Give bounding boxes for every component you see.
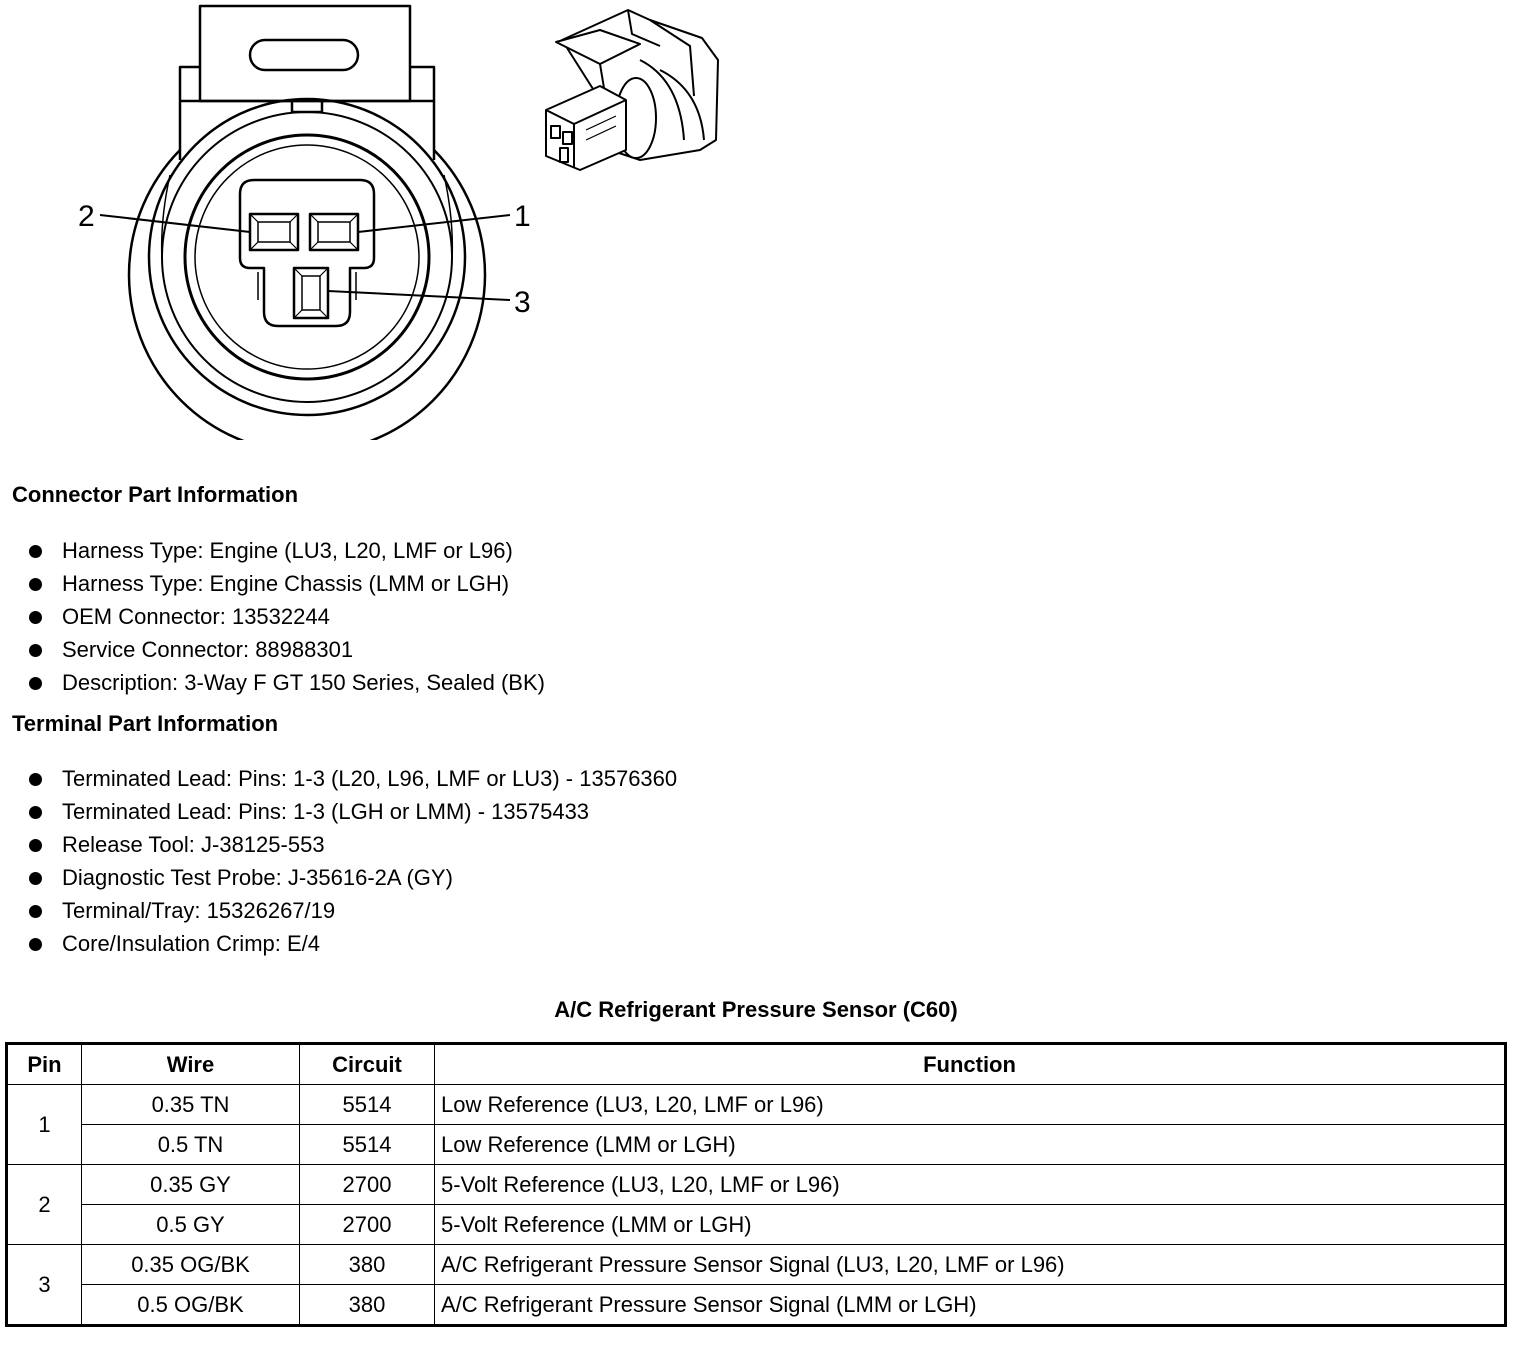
function-cell: 5-Volt Reference (LMM or LGH) — [435, 1205, 1506, 1245]
pin-label-2: 2 — [78, 200, 95, 233]
pin-label-3: 3 — [514, 286, 531, 319]
terminal-info-item: Core/Insulation Crimp: E/4 — [26, 927, 677, 960]
header-pin: Pin — [7, 1044, 82, 1085]
circuit-cell: 5514 — [300, 1085, 435, 1125]
function-cell: A/C Refrigerant Pressure Sensor Signal (LMM or LGH) — [435, 1285, 1506, 1326]
circuit-cell: 380 — [300, 1285, 435, 1326]
function-cell: Low Reference (LMM or LGH) — [435, 1125, 1506, 1165]
pin-cell: 3 — [7, 1245, 82, 1326]
table-row — [7, 1125, 1506, 1165]
table-row — [7, 1245, 1506, 1285]
table-row — [7, 1285, 1506, 1326]
connector-info-item: Harness Type: Engine Chassis (LMM or LGH) — [26, 567, 545, 600]
wire-cell: 0.5 OG/BK — [82, 1285, 300, 1326]
connector-info-list — [26, 534, 545, 699]
pin-cell: 2 — [7, 1165, 82, 1245]
circuit-cell: 5514 — [300, 1125, 435, 1165]
table-title: A/C Refrigerant Pressure Sensor (C60) — [554, 997, 958, 1022]
lock-tab — [180, 6, 434, 160]
connector-info-item: OEM Connector: 13532244 — [26, 600, 545, 633]
terminal-info-item: Terminated Lead: Pins: 1-3 (L20, L96, LMF or LU3) - 13576360 — [26, 762, 677, 795]
connector-iso-view — [546, 10, 718, 170]
terminal-info-item: Terminal/Tray: 15326267/19 — [26, 894, 677, 927]
pin-label-1: 1 — [514, 200, 531, 233]
header-wire: Wire — [82, 1044, 300, 1085]
connector-section-title: Connector Part Information — [12, 482, 299, 507]
wire-cell: 0.35 GY — [82, 1165, 300, 1205]
header-circuit: Circuit — [300, 1044, 435, 1085]
circuit-cell: 2700 — [300, 1165, 435, 1205]
wire-cell: 0.5 TN — [82, 1125, 300, 1165]
table-row — [7, 1165, 1506, 1205]
terminal-info-item: Terminated Lead: Pins: 1-3 (LGH or LMM) - 13575433 — [26, 795, 677, 828]
pin-cell: 1 — [7, 1085, 82, 1165]
leader-pin-2 — [100, 215, 250, 232]
connector-info-item: Harness Type: Engine (LU3, L20, LMF or L96) — [26, 534, 545, 567]
terminal-section-title: Terminal Part Information — [12, 711, 279, 736]
wire-cell: 0.5 GY — [82, 1205, 300, 1245]
table-row — [7, 1085, 1506, 1125]
connector-info-item: Description: 3-Way F GT 150 Series, Sealed (BK) — [26, 666, 545, 699]
connector-info-item: Service Connector: 88988301 — [26, 633, 545, 666]
table-header-row — [7, 1044, 1506, 1085]
table-row — [7, 1205, 1506, 1245]
function-cell: A/C Refrigerant Pressure Sensor Signal (LU3, L20, LMF or L96) — [435, 1245, 1506, 1285]
header-function: Function — [435, 1044, 1506, 1085]
pinout-table — [5, 1042, 1507, 1327]
function-cell: 5-Volt Reference (LU3, L20, LMF or L96) — [435, 1165, 1506, 1205]
function-cell: Low Reference (LU3, L20, LMF or L96) — [435, 1085, 1506, 1125]
circuit-cell: 380 — [300, 1245, 435, 1285]
connector-diagram — [0, 0, 760, 440]
wire-cell: 0.35 OG/BK — [82, 1245, 300, 1285]
terminal-info-list — [26, 762, 677, 960]
circuit-cell: 2700 — [300, 1205, 435, 1245]
leader-pin-1 — [358, 215, 510, 232]
wire-cell: 0.35 TN — [82, 1085, 300, 1125]
terminal-housing — [240, 180, 374, 326]
terminal-info-item: Release Tool: J-38125-553 — [26, 828, 677, 861]
terminal-info-item: Diagnostic Test Probe: J-35616-2A (GY) — [26, 861, 677, 894]
